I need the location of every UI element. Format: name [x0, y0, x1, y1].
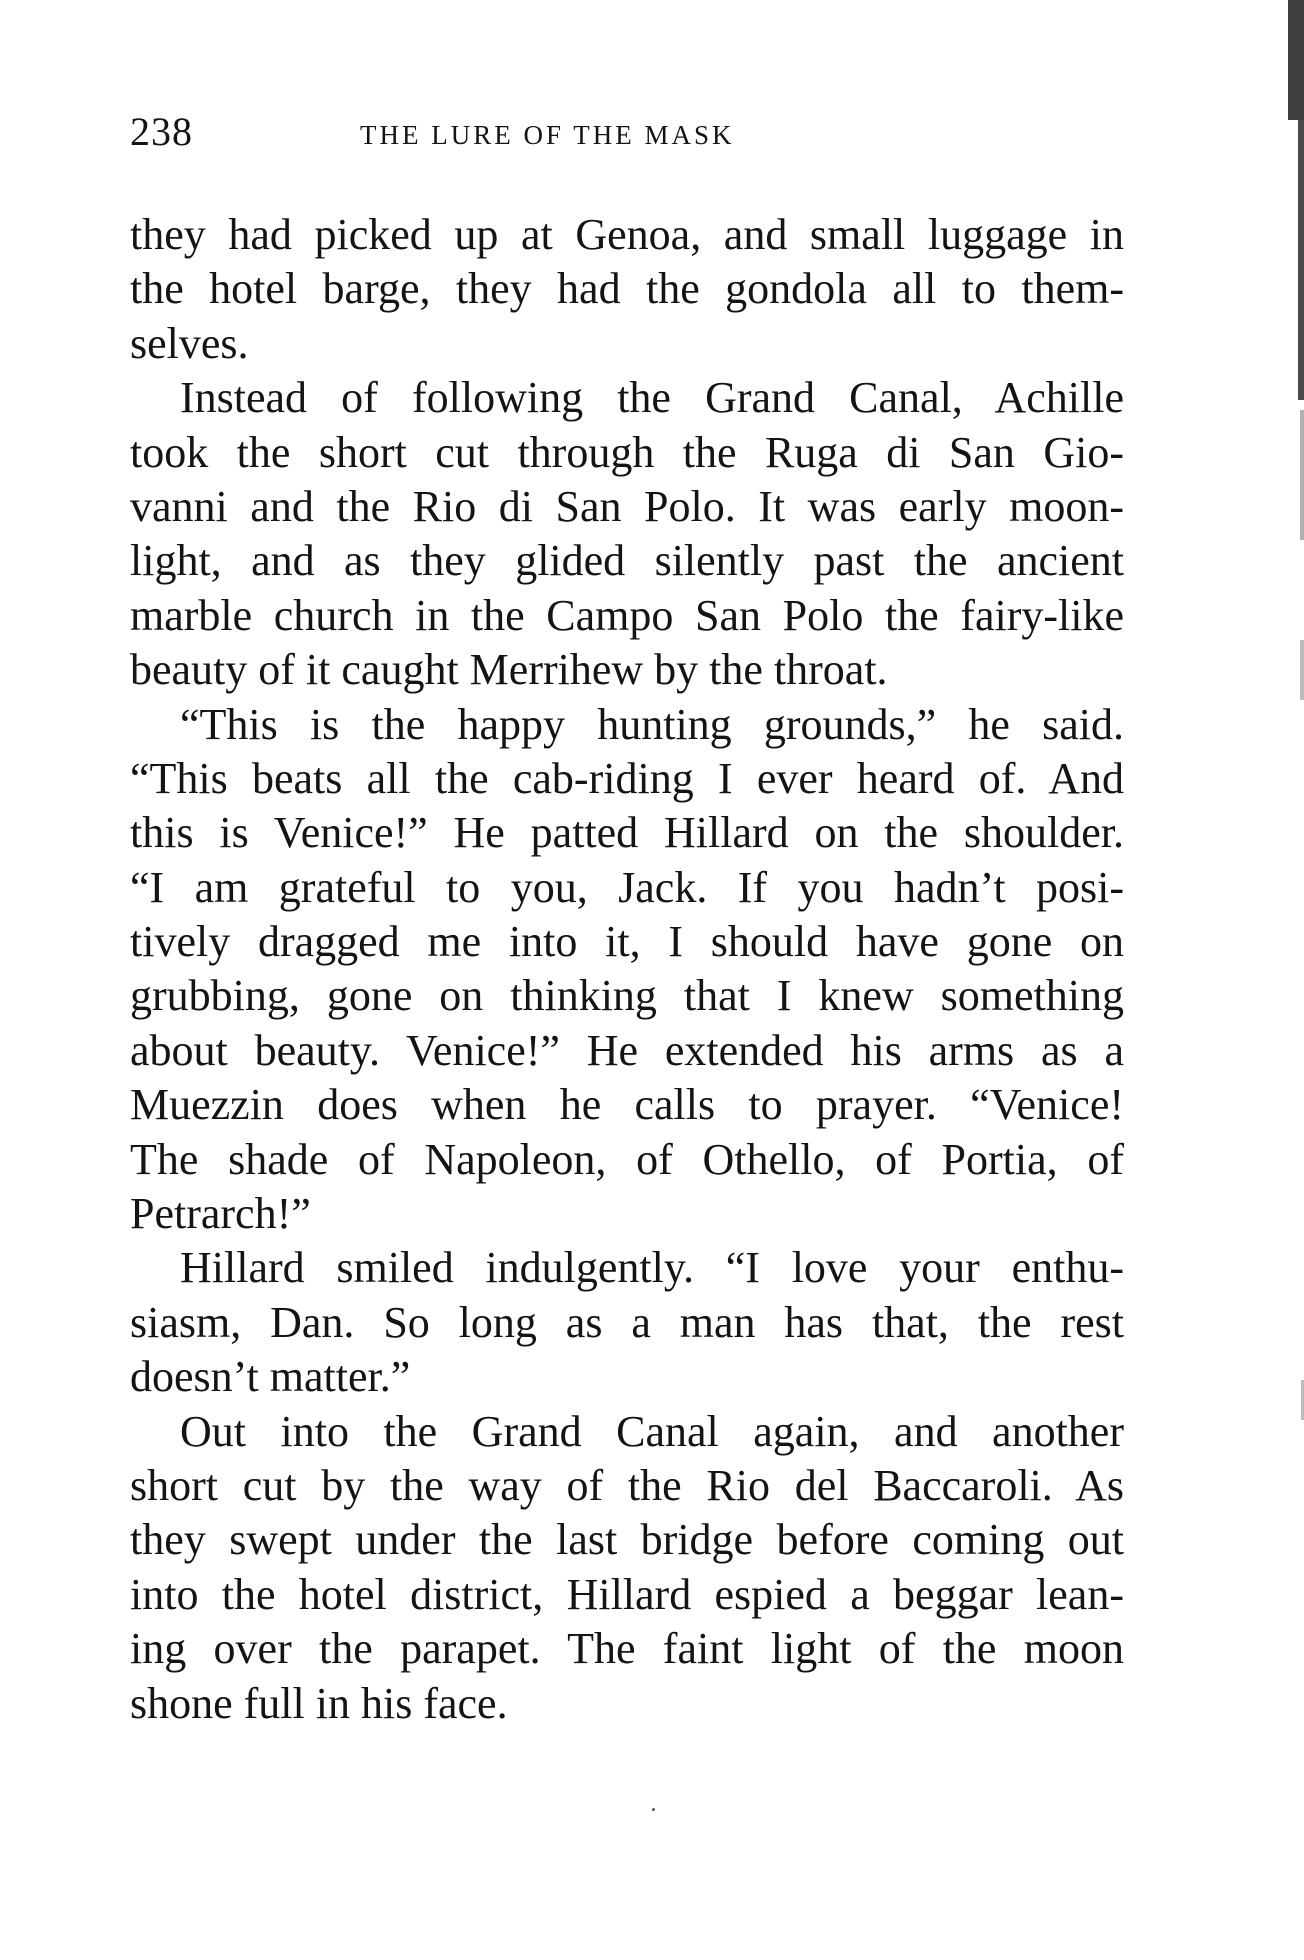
text-line: they swept under the last bridge before coming out: [130, 1515, 1124, 1565]
text-line: light, and as they glided silently past the ancient: [130, 536, 1124, 586]
page-edge-shadow: [1288, 0, 1304, 120]
page-edge-shadow: [1300, 640, 1304, 700]
text-line: siasm, Dan. So long as a man has that, the rest: [130, 1297, 1124, 1347]
text-line: doesn’t matter.”: [130, 1352, 411, 1402]
text-line: the hotel barge, they had the gondola all to them-: [130, 264, 1124, 314]
text-line: “This beats all the cab-riding I ever heard of. And: [130, 753, 1124, 803]
text-line: short cut by the way of the Rio del Baccaroli. As: [130, 1460, 1124, 1510]
text-line: grubbing, gone on thinking that I knew something: [130, 971, 1124, 1021]
print-speck: [652, 1808, 655, 1811]
text-line: Out into the Grand Canal again, and another: [180, 1406, 1124, 1456]
page-edge-shadow: [1300, 410, 1304, 540]
text-line: this is Venice!” He patted Hillard on the shoulder.: [130, 808, 1124, 858]
text-line: tively dragged me into it, I should have gone on: [130, 917, 1124, 967]
text-line: they had picked up at Genoa, and small luggage in: [130, 210, 1124, 259]
text-line: The shade of Napoleon, of Othello, of Portia, of: [130, 1134, 1124, 1184]
text-line: “I am grateful to you, Jack. If you hadn’t posi-: [130, 862, 1124, 912]
text-line: Instead of following the Grand Canal, Achille: [180, 373, 1124, 423]
text-line: shone full in his face.: [130, 1678, 508, 1728]
text-line: took the short cut through the Ruga di San Gio-: [130, 427, 1124, 477]
text-line: Muezzin does when he calls to prayer. “Venice!: [130, 1080, 1124, 1130]
text-line: vanni and the Rio di San Polo. It was early moon-: [130, 481, 1124, 531]
text-line: marble church in the Campo San Polo the fairy-like: [130, 590, 1124, 640]
body-text: [130, 208, 1124, 1731]
text-line: “This is the happy hunting grounds,” he said.: [180, 699, 1124, 749]
text-line: selves.: [130, 318, 249, 368]
page-edge-shadow: [1298, 120, 1304, 400]
text-line: into the hotel district, Hillard espied a beggar lean-: [130, 1569, 1124, 1619]
text-line: about beauty. Venice!” He extended his arms as a: [130, 1025, 1124, 1075]
text-line: Petrarch!”: [130, 1189, 311, 1239]
page-number: 238: [130, 109, 193, 154]
text-line: ing over the parapet. The faint light of the moon: [130, 1624, 1124, 1674]
text-line: beauty of it caught Merrihew by the throat.: [130, 645, 888, 695]
text-line: Hillard smiled indulgently. “I love your enthu-: [180, 1243, 1124, 1293]
running-head: [130, 108, 1124, 168]
running-title: THE LURE OF THE MASK: [360, 120, 735, 150]
